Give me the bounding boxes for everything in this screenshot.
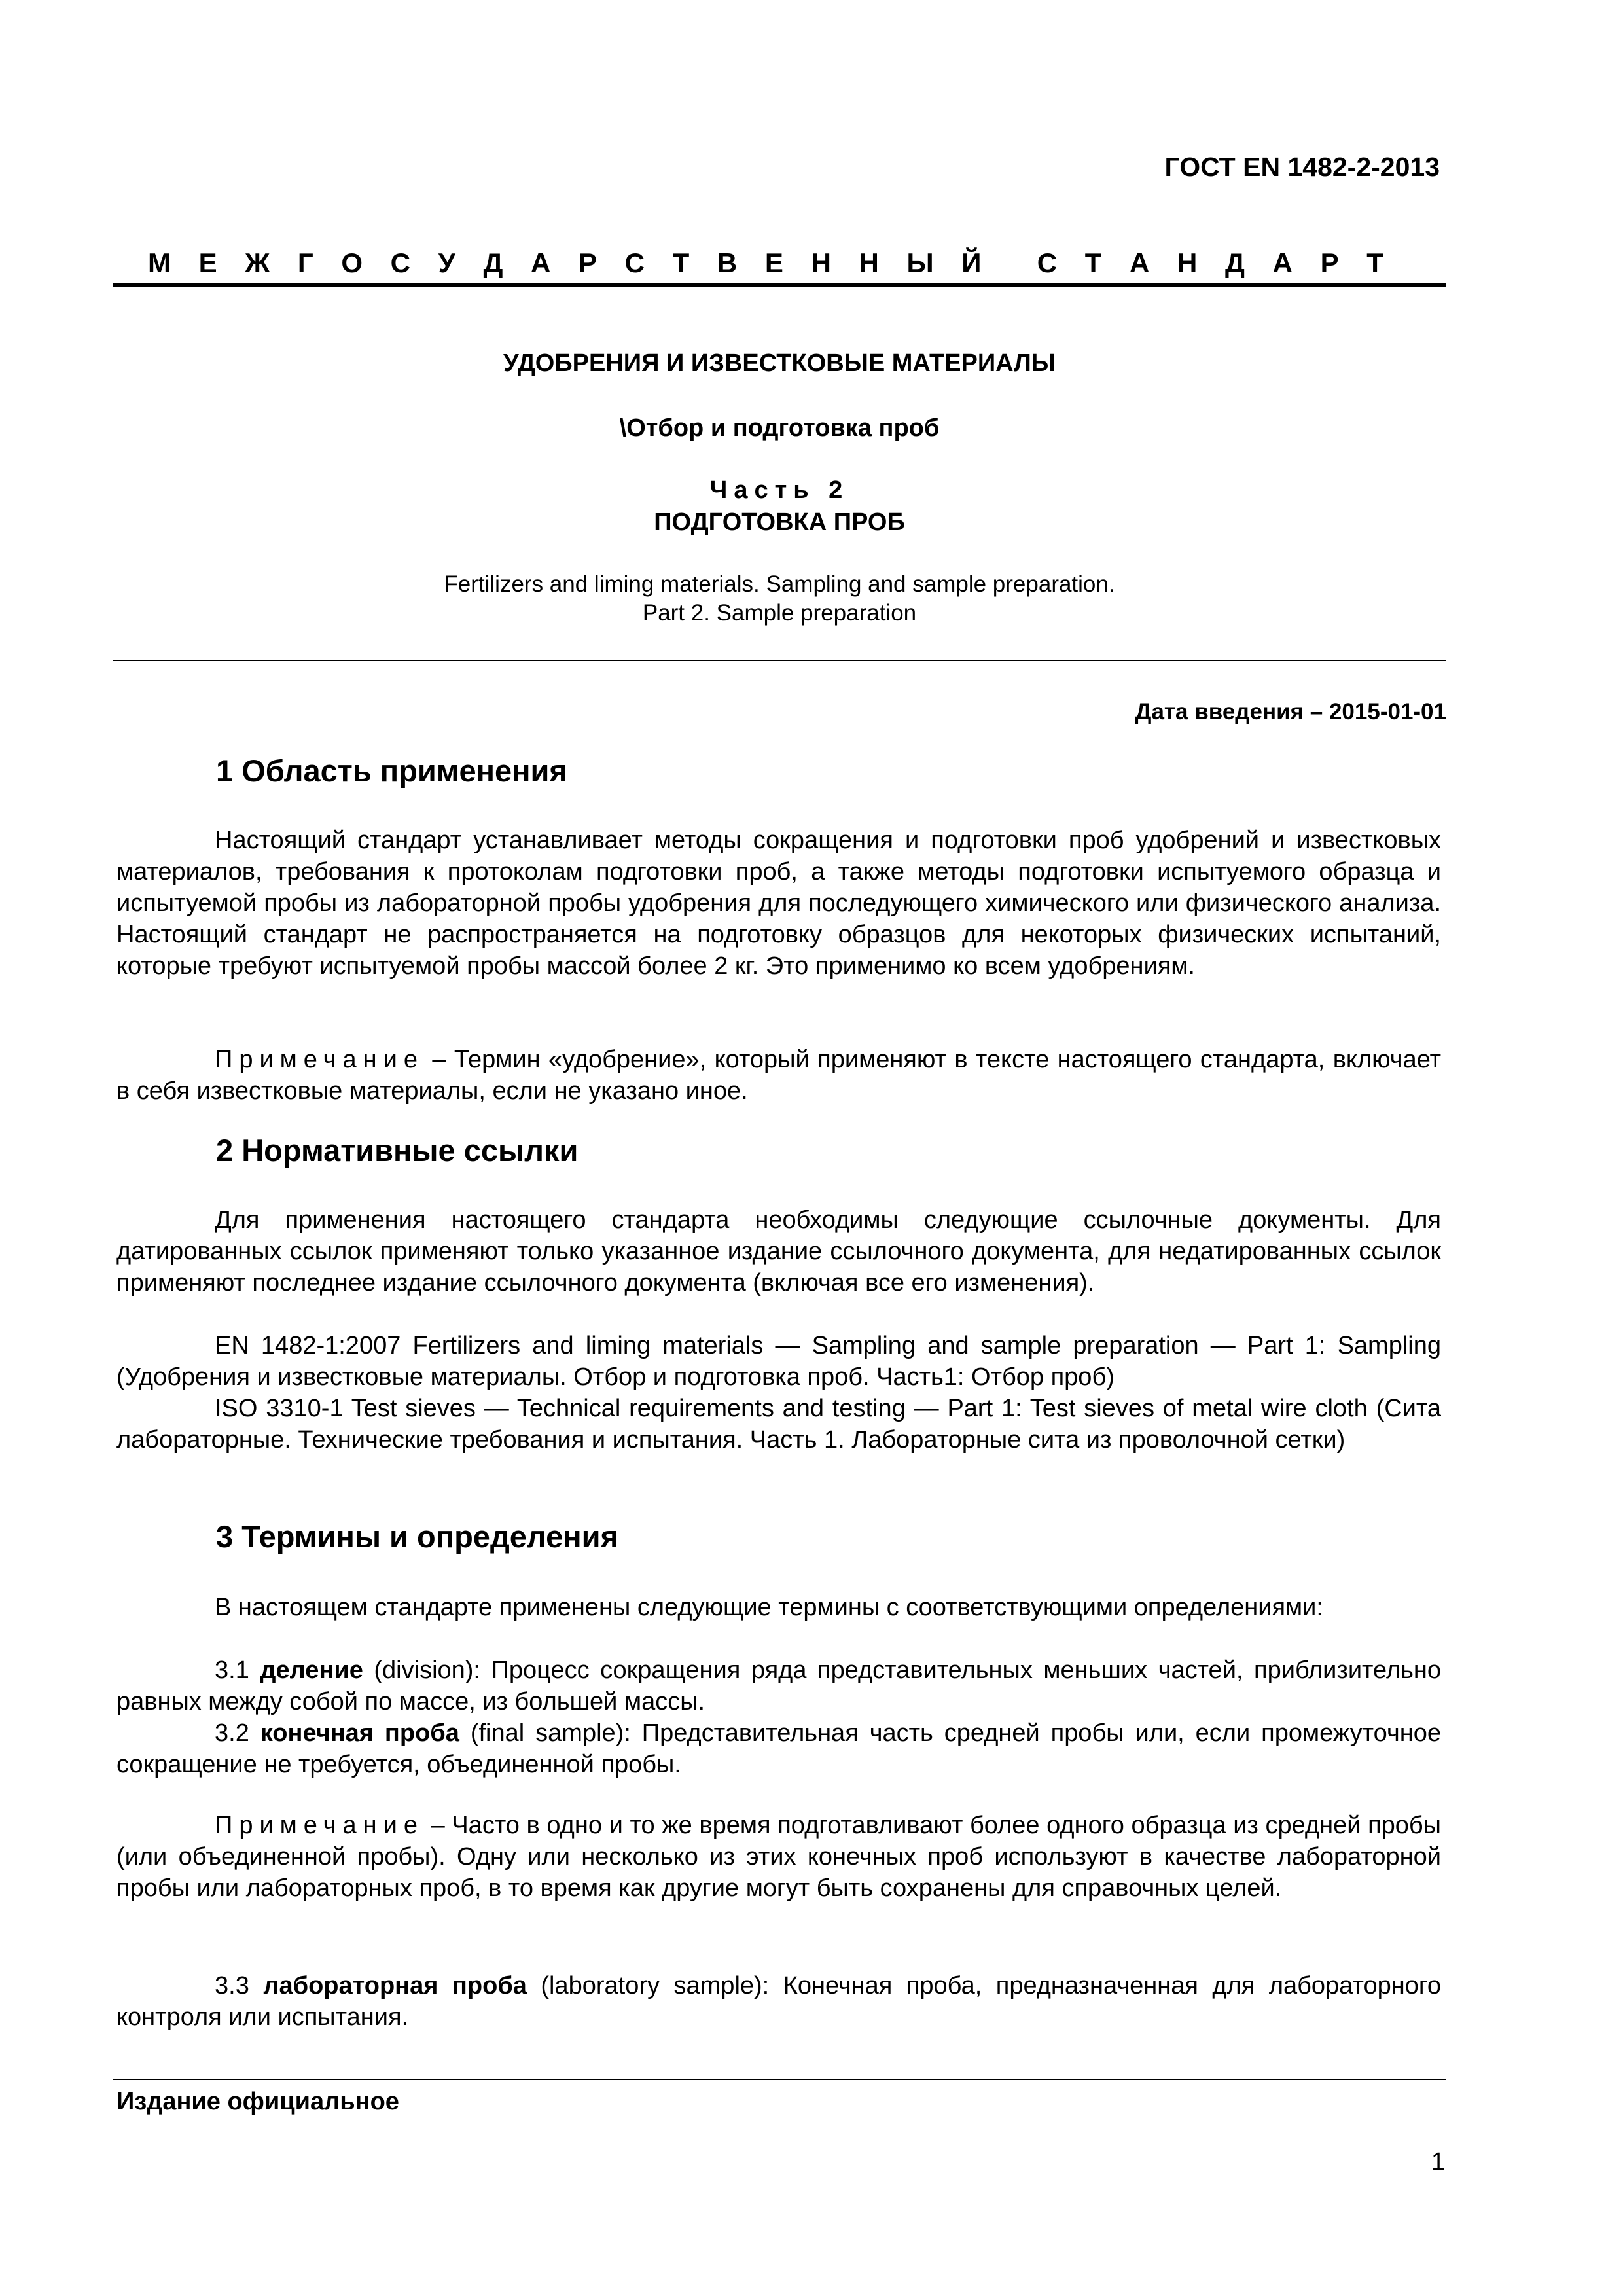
- english-title-line-2: Part 2. Sample preparation: [642, 600, 917, 626]
- note-label: Примечание: [215, 1812, 424, 1839]
- term-division: деление: [260, 1657, 363, 1684]
- effective-date: Дата введения – 2015-01-01: [1135, 699, 1446, 725]
- reference-iso-3310-1: ISO 3310-1 Test sieves — Technical requirements and testing — Part 1: Test sieves of metal wire cloth (Сита лабораторные. Технические требования и испытания. Часть 1. Лабораторные сита из проволочной сетки): [116, 1395, 1441, 1454]
- note-text: – Часто в одно и то же время подготавливают более одного образца из средней пробы (или объединенной пробы). Одну или несколько из этих конечных проб используют в качестве лабораторной пробы или лабораторных проб, в то время как другие могут быть сохранены для справочных целей.: [116, 1812, 1441, 1902]
- section-3-intro: В настоящем стандарте применены следующие термины с соответствующими определениями:: [215, 1594, 1323, 1621]
- standard-banner: М Е Ж Г О С У Д А Р С Т В Е Н Н Ы Й С Т А Н Д А Р Т: [148, 247, 1383, 278]
- english-title-line-1: Fertilizers and liming materials. Sampling and sample preparation.: [444, 571, 1115, 597]
- section-3-note: [116, 1810, 1441, 1904]
- definition-3-1: 3.1 деление (division): Процесс сокращения ряда представительных меньших частей, приблизительно равных между собой по массе, из большей массы.: [116, 1657, 1441, 1715]
- reference-en-1482-1: EN 1482-1:2007 Fertilizers and liming materials — Sampling and sample preparation — Part 1: Sampling (Удобрения и известковые материалы. Отбор и подготовка проб. Часть1: Отбор проб): [116, 1332, 1441, 1391]
- note-text: – Термин «удобрение», который применяют в тексте настоящего стандарта, включает в себя известковые материалы, если не указано иное.: [116, 1046, 1441, 1105]
- section-1-heading: 1 Область применения: [216, 753, 567, 788]
- footer-rule: [113, 2079, 1446, 2080]
- definition-3-3: 3.3 лабораторная проба (laboratory sample): Конечная проба, предназначенная для лабораторного контроля или испытания.: [116, 1972, 1442, 2031]
- header-rule: [113, 283, 1446, 287]
- part-label: Часть 2: [709, 476, 849, 504]
- official-edition-label: Издание официальное: [116, 2088, 399, 2115]
- part-title: ПОДГОТОВКА ПРОБ: [654, 509, 905, 536]
- section-2-heading: 2 Нормативные ссылки: [216, 1133, 579, 1168]
- section-1-note: [116, 1044, 1441, 1107]
- term-final-sample: конечная проба: [260, 1719, 459, 1747]
- page-number: 1: [1431, 2148, 1445, 2176]
- section-2-paragraph: Для применения настоящего стандарта необходимы следующие ссылочные документы. Для датированных ссылок применяют только указанное издание ссылочного документа, для недатированных ссылок применяют последнее издание ссылочного документа (включая все его изменения).: [116, 1206, 1441, 1297]
- gost-number: ГОСТ EN 1482-2-2013: [1164, 152, 1440, 182]
- document-subtitle: \Отбор и подготовка проб: [619, 414, 940, 442]
- term-laboratory-sample: лабораторная проба: [263, 1972, 527, 2000]
- definition-3-2: 3.2 конечная проба (final sample): Представительная часть средней пробы или, если промежуточное сокращение не требуется, объединенной пробы.: [116, 1719, 1441, 1778]
- section-1-paragraph: Настоящий стандарт устанавливает методы сокращения и подготовки проб удобрений и известковых материалов, требования к протоколам подготовки проб, а также методы подготовки испытуемого образца и испытуемой пробы из лабораторной пробы удобрения для последующего химического или физического анализа. Настоящий стандарт не распространяется на подготовку образцов для некоторых физических испытаний, которые требуют испытуемой пробы массой более 2 кг. Это применимо ко всем удобрениям.: [116, 827, 1441, 980]
- document-title: УДОБРЕНИЯ И ИЗВЕСТКОВЫЕ МАТЕРИАЛЫ: [503, 350, 1056, 377]
- note-label: Примечание: [215, 1046, 424, 1073]
- section-3-heading: 3 Термины и определения: [216, 1519, 618, 1554]
- title-rule: [113, 660, 1446, 661]
